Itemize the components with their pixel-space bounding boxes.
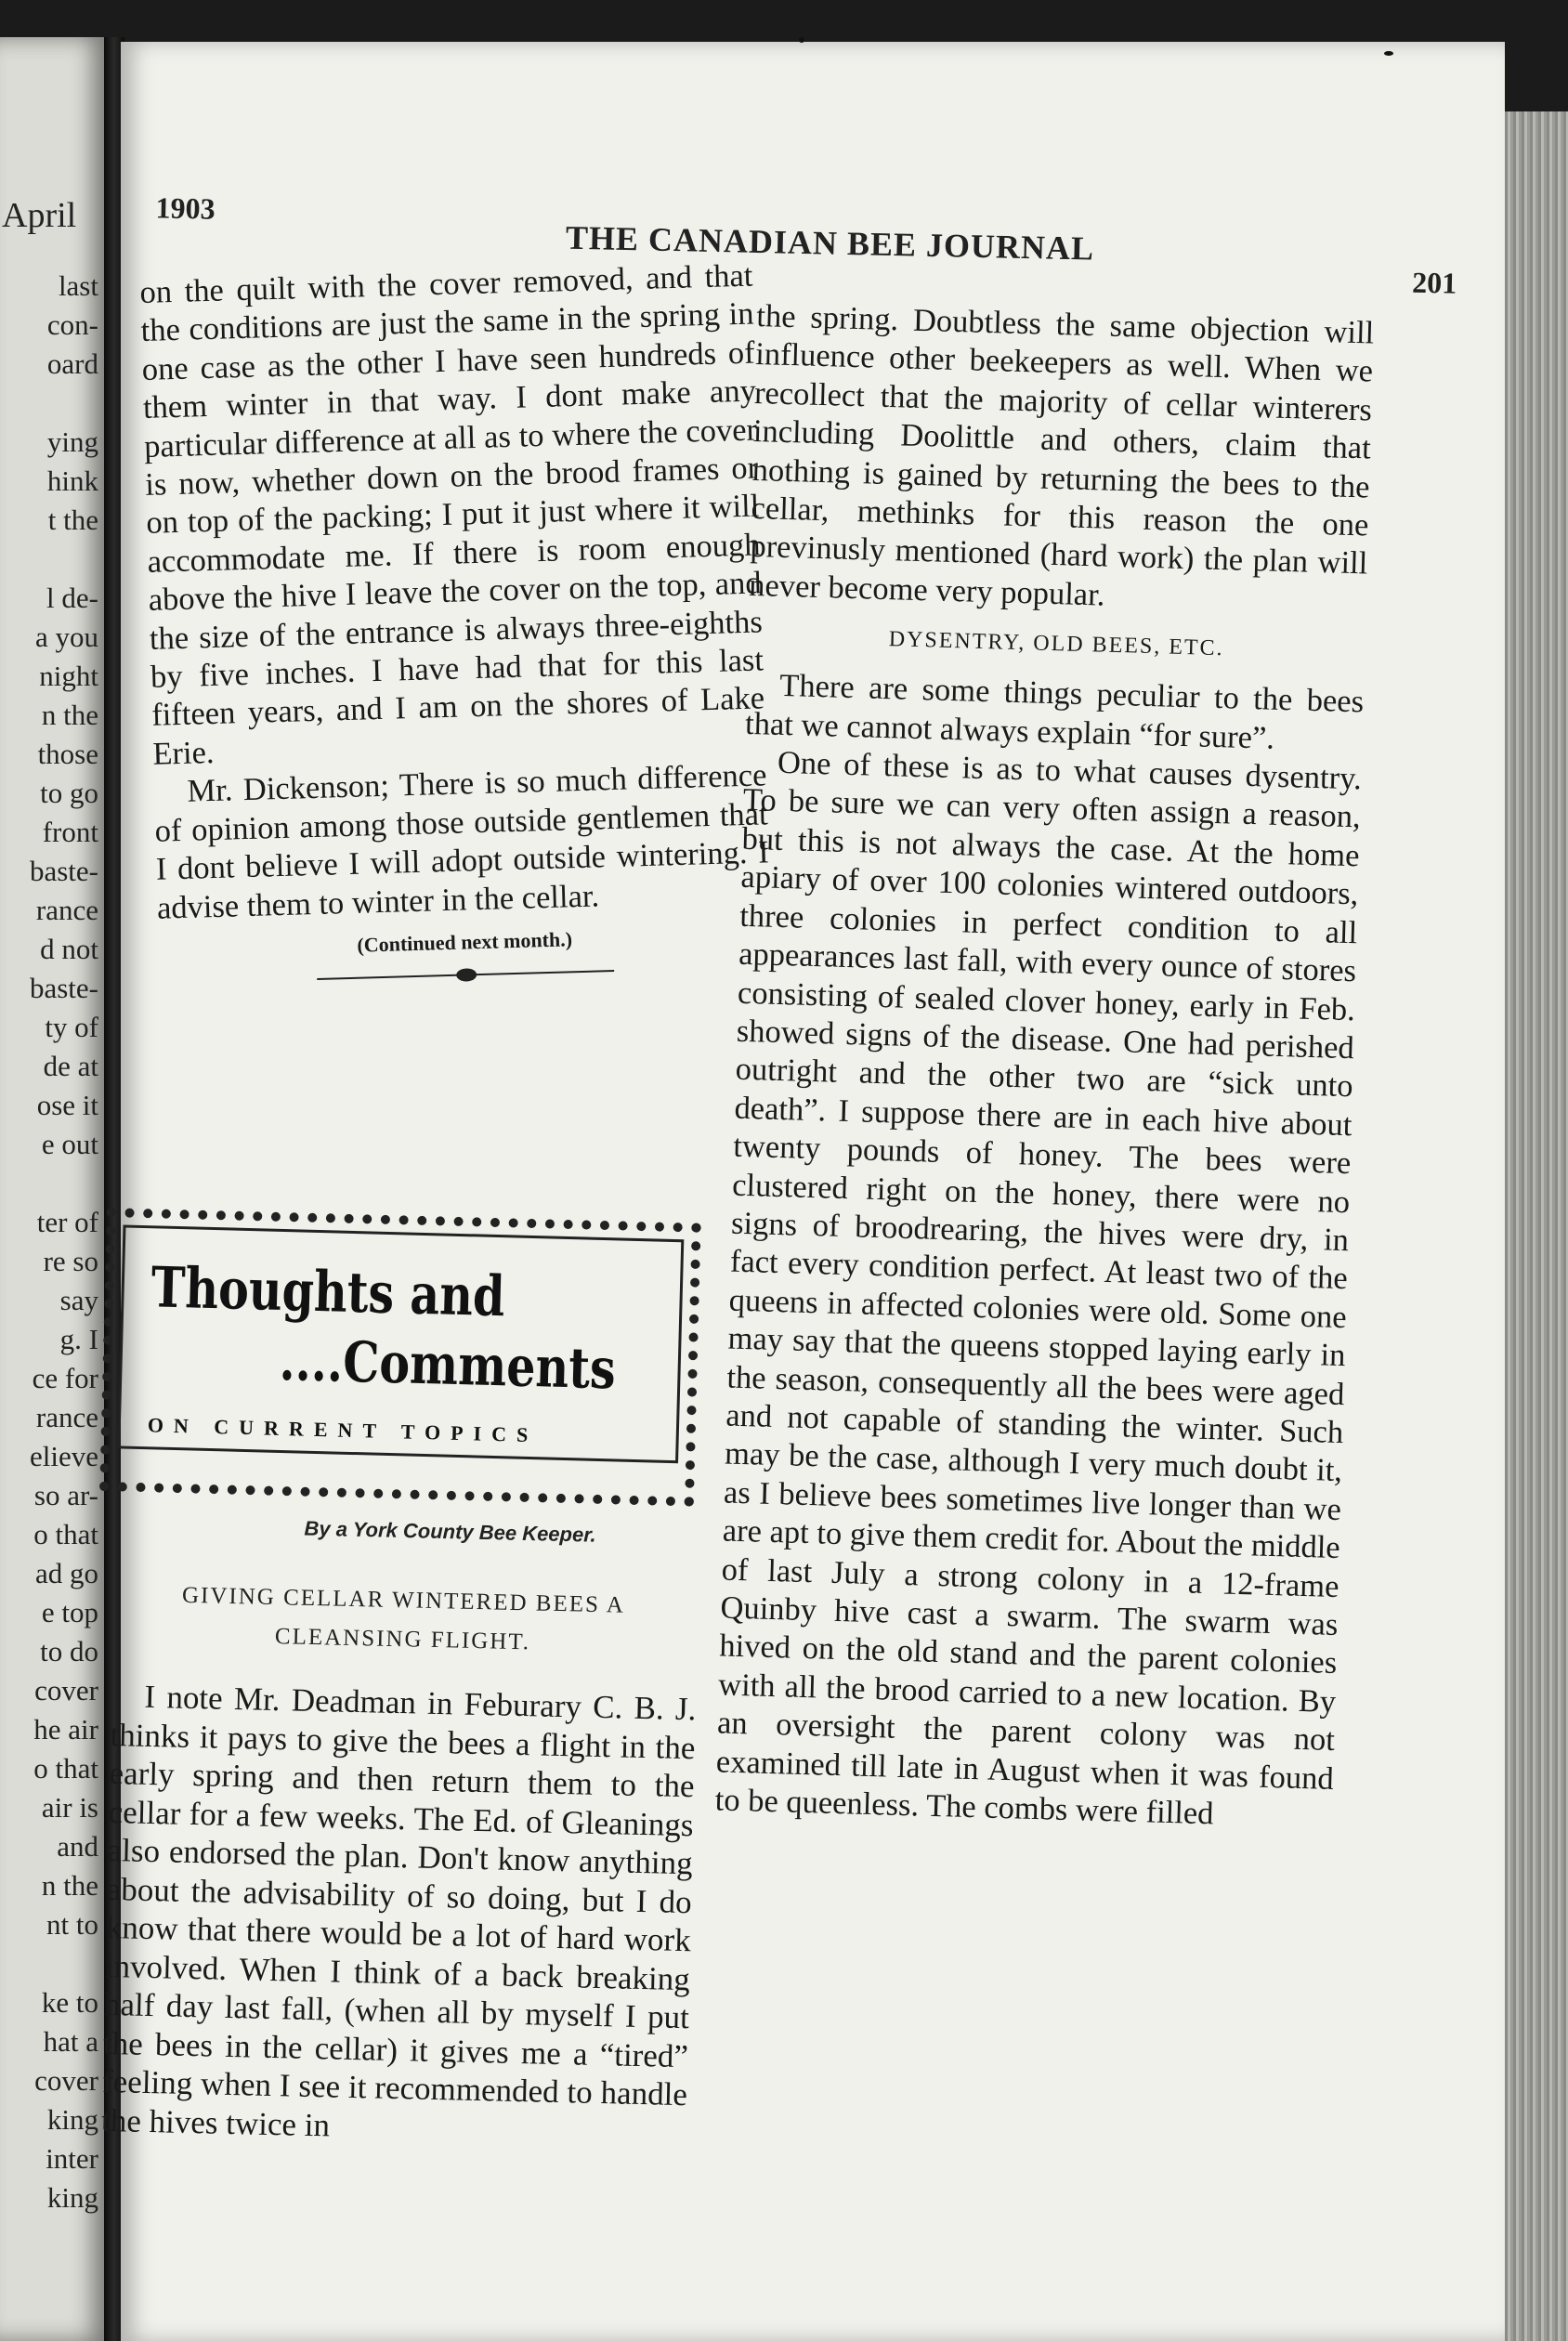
heading-line2: CLEANSING FLIGHT. xyxy=(274,1624,531,1655)
previous-page-fragment: king xyxy=(46,2181,98,2214)
previous-page-fragment: o that xyxy=(33,1752,98,1785)
paragraph-deadman: I note Mr. Deadman in Feburary C. B. J. thinks it pays to give the bees a flight in the early spring and then return them to the cellar for a few weeks. The Ed. of Gleanings also endorsed the plan. Don't know anything about the advisability of so doing, but I do know that there would be a lot of hard work involved. When I think of a back breaking half day last fall, (when all by myself I put the bees in the cellar) it gives me a “tired” feeling when I see it recommended to handle the hives twice in xyxy=(100,1678,697,2143)
page-number: 201 xyxy=(1411,265,1457,300)
box-subtitle: ON CURRENT TOPICS xyxy=(147,1413,539,1447)
previous-page-fragment: ce for xyxy=(32,1362,98,1394)
journal-page xyxy=(100,42,1505,2341)
previous-page-fragment: ad go xyxy=(34,1557,98,1589)
paragraph-spring: the spring. Doubtless the same objection will influence other beekeepers as well. When we recollect that the majority of cellar winterers including Doolittle and others, claim that nothing is gained by returning the bees to the cellar, methinks for this reason the one previnusly mentioned (hard work) the plan will never become very popular. xyxy=(748,297,1375,613)
previous-page-fragment: air is xyxy=(41,1791,98,1824)
previous-page-fragment: con- xyxy=(46,308,98,341)
previous-page-fragment: baste- xyxy=(29,855,98,887)
dust-speck xyxy=(799,37,804,43)
previous-page-fragment: cover xyxy=(34,2064,98,2097)
previous-page-fragment: n the xyxy=(41,1869,98,1902)
previous-page-fragment: ke to xyxy=(41,1986,98,2019)
previous-page-fragment: front xyxy=(42,816,98,848)
column-left-top xyxy=(139,257,772,991)
section-heading-giving xyxy=(105,1575,701,1666)
byline: By a York County Bee Keeper. xyxy=(304,1516,596,1547)
previous-page-fragment: and xyxy=(57,1830,98,1863)
previous-page-fragment: e top xyxy=(41,1596,98,1628)
header-year: 1903 xyxy=(155,190,216,226)
previous-page-fragment: o that xyxy=(33,1518,98,1550)
previous-page-fragment: cover xyxy=(34,1674,98,1707)
previous-page-header: April xyxy=(2,196,77,235)
paragraph-peculiar: There are some things peculiar to the bees that we cannot always explain “for sure”. xyxy=(744,668,1365,756)
previous-page-fragment: baste- xyxy=(29,972,98,1004)
previous-page-fragment: oard xyxy=(46,347,98,380)
previous-page-fragment: he air xyxy=(33,1713,98,1746)
previous-page-fragment: last xyxy=(58,269,98,302)
paragraph-dysentry: One of these is as to what causes dysentry. To be sure we can very often assign a reason, but this is not always the case. At the home apiary of over 100 colonies wintered outdoors, three colonies in perfect condition to all appearances last fall, with every ounce of stores consisting of sealed clover honey, early in Feb. showed signs of the disease. One had perished outright and the other two are “sick unto death”. I suppose there are in each hive about twenty pounds of honey. The bees were clustered right on the honey, there were no signs of broodrearing, the hives were dry, in fact every condition perfect. At least two of the queens in affected colonies were old. Some one may say that the queens stopped laying early in the season, consequently all the bees were aged and not capable of standing the winter. Such may be the case, although I very much doubt it, as I believe bees sometimes live longer than we are apt to give them credit for. About the middle of last July a strong colony in a 12-frame Quinby hive cast a swarm. The swarm was hived on the old stand and the parent colonies with all the brood carried to a new location. By an oversight the parent colony was not examined till late in August when it was found to be queenless. The combs were filled xyxy=(714,744,1363,1832)
column-right xyxy=(714,297,1375,1837)
previous-page-fragment: hink xyxy=(46,464,98,497)
previous-page-fragment: de at xyxy=(43,1050,98,1082)
dust-speck xyxy=(1384,51,1393,56)
paragraph-convention-answer: on the quilt with the cover removed, and that the conditions are just the same in the spring in one case as the other I have seen hundreds of them winter in that way. I dont make any particular difference at all as to where the cover is now, whether down on the brood frames or on top of the packing; I put it just where it will accommodate me. If there is room enough above the hive I leave the cover on the top, and the size of the entrance is always three-eighths by five inches. I have had that for this last fifteen years, and I am on the shores of Lake Erie. xyxy=(139,257,765,772)
previous-page-fragment: ty of xyxy=(45,1011,98,1043)
journal-title: THE CANADIAN BEE JOURNAL xyxy=(565,218,1095,268)
previous-page-fragment: rance xyxy=(35,1401,98,1433)
previous-page-fragment: n the xyxy=(41,699,98,731)
previous-page-fragment: nt to xyxy=(46,1908,98,1941)
box-title-line2: ....Comments xyxy=(278,1327,617,1403)
previous-page-fragment: so ar- xyxy=(33,1479,98,1511)
previous-page-fragment: night xyxy=(39,660,98,692)
thoughts-comments-box xyxy=(99,1208,701,1507)
previous-page-fragment: to do xyxy=(40,1635,98,1667)
previous-page-fragment: a you xyxy=(34,621,98,653)
previous-page-fragment: ying xyxy=(46,425,98,458)
continued-note: (Continued next month.) xyxy=(357,927,573,957)
previous-page-fragment: d not xyxy=(40,933,98,965)
previous-page-fragment: those xyxy=(37,738,98,770)
previous-page xyxy=(0,37,110,2341)
column-left-bottom xyxy=(101,1677,697,2152)
section-divider xyxy=(317,963,614,987)
previous-page-fragment: t the xyxy=(47,504,98,536)
previous-page-fragment: rance xyxy=(35,894,98,926)
previous-page-fragment: say xyxy=(59,1284,98,1316)
previous-page-fragment: l de- xyxy=(46,582,98,614)
heading-line1: GIVING CELLAR WINTERED BEES A xyxy=(181,1582,626,1618)
section-heading-dysentry: DYSENTRY, OLD BEES, ETC. xyxy=(888,627,1224,661)
previous-page-fragment: inter xyxy=(46,2142,98,2175)
previous-page-fragment: g. I xyxy=(59,1323,98,1355)
previous-page-fragment: ter of xyxy=(36,1206,98,1238)
previous-page-fragment: ose it xyxy=(36,1089,98,1121)
box-title-line1: Thoughts and xyxy=(150,1255,506,1330)
previous-page-fragment: elieve xyxy=(29,1440,98,1472)
previous-page-fragment: to go xyxy=(40,777,98,809)
previous-page-fragment: e out xyxy=(41,1128,98,1160)
previous-page-fragment: hat a xyxy=(43,2025,98,2058)
paragraph-dickenson: Mr. Dickenson; There is so much difference of opinion among those outside gentlemen that I dont believe I will adopt outside wintering. I advise them to winter in the cellar. xyxy=(154,757,770,926)
page-stack-edge xyxy=(1505,111,1568,2341)
previous-page-fragment: re so xyxy=(43,1245,98,1277)
previous-page-fragment: king xyxy=(46,2103,98,2136)
